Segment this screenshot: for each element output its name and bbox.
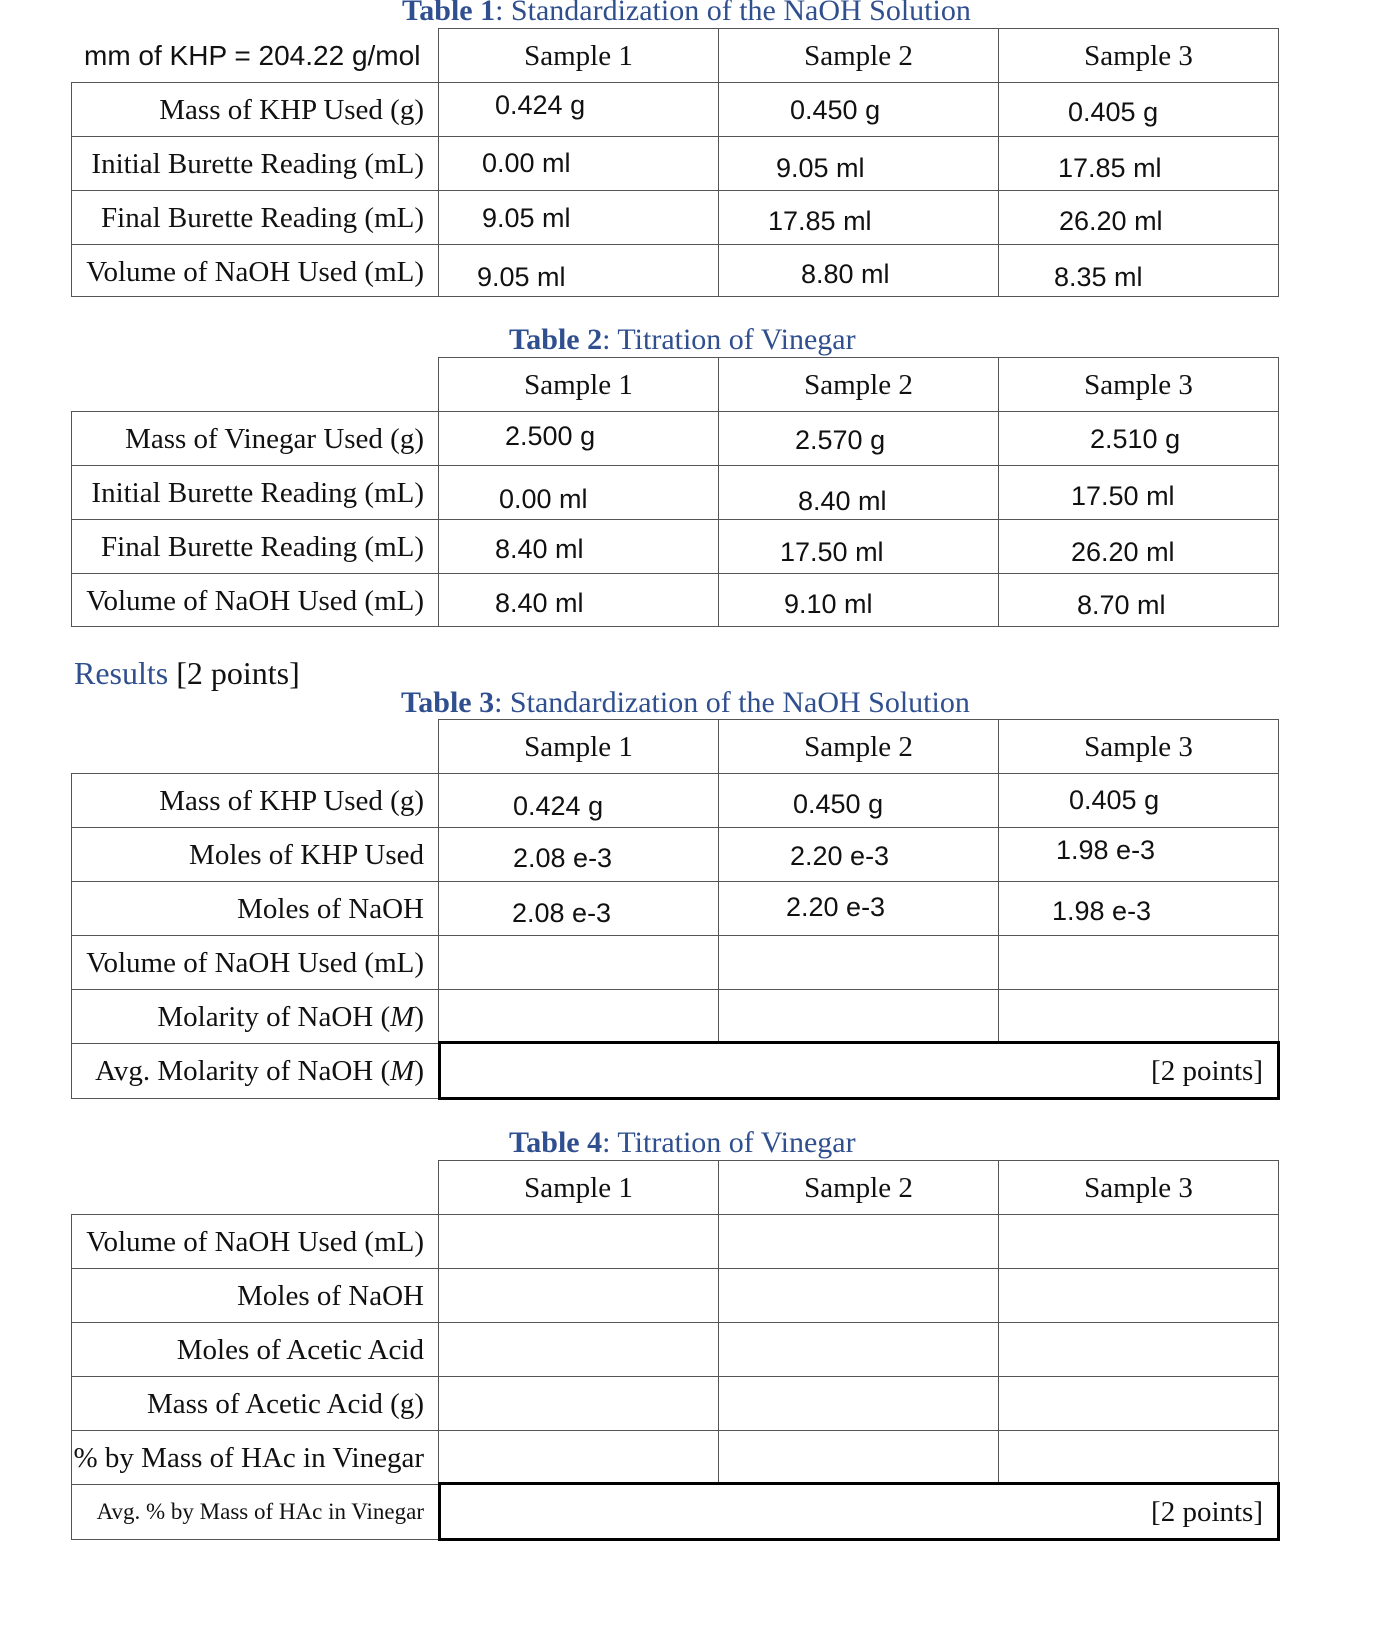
table2-header-sample1: Sample 1 (438, 357, 719, 412)
moles-acetic-acid-sample1-field[interactable] (438, 1322, 719, 1377)
moles-naoh-sample2-field[interactable] (718, 1268, 999, 1323)
table2-value: 8.40 ml (495, 534, 584, 564)
table3-value: 1.98 e-3 (1052, 896, 1152, 926)
volume-naoh-sample3-field[interactable] (998, 935, 1279, 990)
results-heading (74, 655, 300, 692)
volume-naoh-vinegar-sample3-field[interactable] (998, 1214, 1279, 1269)
avg-molarity-field[interactable] (438, 1041, 1280, 1100)
table1-cell (438, 190, 719, 245)
mass-acetic-acid-sample1-field[interactable] (438, 1376, 719, 1431)
molarity-naoh-sample1-field[interactable] (438, 989, 719, 1044)
table4-row-label: Moles of Acetic Acid (71, 1322, 439, 1377)
table3-value: 2.08 e-3 (513, 843, 613, 873)
table1-value: 0.450 g (790, 95, 881, 125)
table2-row-label: Volume of NaOH Used (mL) (71, 573, 439, 627)
volume-naoh-vinegar-sample2-field[interactable] (718, 1214, 999, 1269)
table4-avg-label: Avg. % by Mass of HAc in Vinegar (71, 1484, 439, 1540)
table3-header-sample1: Sample 1 (438, 719, 719, 774)
table1-header-sample2: Sample 2 (718, 28, 999, 83)
avg-percent-hac-points: [2 points] (1151, 1496, 1263, 1528)
table1-caption-title: : Standardization of the NaOH Solution (495, 0, 971, 27)
mass-acetic-acid-sample3-field[interactable] (998, 1376, 1279, 1431)
results-title: Results (74, 655, 169, 691)
table3-avg-label: Avg. Molarity of NaOH (M) (71, 1043, 439, 1099)
table4-row-label: % by Mass of HAc in Vinegar (71, 1430, 439, 1485)
table2-value: 17.50 ml (780, 537, 884, 567)
table4-row-label: Moles of NaOH (71, 1268, 439, 1323)
table3-header-sample2: Sample 2 (718, 719, 999, 774)
table2-row-label: Mass of Vinegar Used (g) (71, 411, 439, 466)
table1-row-label: Volume of NaOH Used (mL) (71, 244, 439, 297)
table2-value: 8.40 ml (495, 588, 584, 618)
table4-header-sample3: Sample 3 (998, 1160, 1279, 1215)
table2-caption (509, 323, 856, 357)
table3-value: 2.20 e-3 (790, 841, 890, 871)
table1-cell (438, 136, 719, 191)
moles-acetic-acid-sample3-field[interactable] (998, 1322, 1279, 1377)
table4-header-sample1: Sample 1 (438, 1160, 719, 1215)
table2-value: 9.10 ml (784, 589, 873, 619)
table3-header-sample3: Sample 3 (998, 719, 1279, 774)
table3-caption-number: Table 3 (401, 686, 495, 719)
table2-caption-title: : Titration of Vinegar (602, 323, 856, 356)
mass-acetic-acid-sample2-field[interactable] (718, 1376, 999, 1431)
table1-header-sample1: Sample 1 (438, 28, 719, 83)
table1-value: 8.35 ml (1054, 262, 1143, 292)
moles-naoh-sample3-field[interactable] (998, 1268, 1279, 1323)
table3-row-label: Molarity of NaOH (M) (71, 989, 439, 1044)
table1-value: 9.05 ml (776, 153, 865, 183)
table2-value: 26.20 ml (1071, 537, 1175, 567)
table3-caption-title: : Standardization of the NaOH Solution (494, 686, 970, 719)
table4-row-label: Mass of Acetic Acid (g) (71, 1376, 439, 1431)
percent-hac-sample3-field[interactable] (998, 1430, 1279, 1485)
moles-naoh-sample1-field[interactable] (438, 1268, 719, 1323)
table2-value: 0.00 ml (499, 484, 588, 514)
table3-value: 0.450 g (793, 789, 884, 819)
table1-header-sample3: Sample 3 (998, 28, 1279, 83)
table2-value: 8.40 ml (798, 486, 887, 516)
table1-row-label: Final Burette Reading (mL) (71, 190, 439, 245)
table4-header-sample2: Sample 2 (718, 1160, 999, 1215)
table1-row-label: Mass of KHP Used (g) (71, 82, 439, 137)
avg-molarity-points: [2 points] (1151, 1055, 1263, 1087)
moles-acetic-acid-sample2-field[interactable] (718, 1322, 999, 1377)
table1-value: 0.405 g (1068, 97, 1159, 127)
volume-naoh-sample2-field[interactable] (718, 935, 999, 990)
table2-caption-number: Table 2 (509, 323, 603, 356)
volume-naoh-sample1-field[interactable] (438, 935, 719, 990)
table3-value: 0.405 g (1069, 785, 1160, 815)
table1-value: 0.424 g (495, 90, 586, 120)
volume-naoh-vinegar-sample1-field[interactable] (438, 1214, 719, 1269)
table1-row-label: Initial Burette Reading (mL) (71, 136, 439, 191)
table2-value: 17.50 ml (1071, 481, 1175, 511)
table1-value: 17.85 ml (1058, 153, 1162, 183)
molarity-naoh-sample3-field[interactable] (998, 989, 1279, 1044)
table4-caption-number: Table 4 (509, 1126, 603, 1159)
table3-value: 0.424 g (513, 791, 604, 821)
table4-row-label: Volume of NaOH Used (mL) (71, 1214, 439, 1269)
table1-value: 17.85 ml (768, 206, 872, 236)
molarity-naoh-sample2-field[interactable] (718, 989, 999, 1044)
table1-caption (402, 0, 971, 28)
table3-value: 1.98 e-3 (1056, 835, 1156, 865)
table1-value: 9.05 ml (482, 203, 571, 233)
results-points: [2 points] (176, 655, 300, 691)
percent-hac-sample1-field[interactable] (438, 1430, 719, 1485)
table4-caption (509, 1126, 856, 1160)
table2-value: 2.510 g (1090, 424, 1181, 454)
avg-percent-hac-field[interactable] (438, 1482, 1280, 1541)
table2-row-label: Initial Burette Reading (mL) (71, 465, 439, 520)
table2-header-sample2: Sample 2 (718, 357, 999, 412)
table3-value: 2.08 e-3 (512, 898, 612, 928)
table1-value: 8.80 ml (801, 259, 890, 289)
percent-hac-sample2-field[interactable] (718, 1430, 999, 1485)
table1-caption-number: Table 1 (402, 0, 496, 27)
table3-caption (401, 686, 970, 720)
table1-value: 26.20 ml (1059, 206, 1163, 236)
table2-header-sample3: Sample 3 (998, 357, 1279, 412)
table2-value: 8.70 ml (1077, 590, 1166, 620)
table1-value: 0.00 ml (482, 148, 571, 178)
table1-value: 9.05 ml (477, 262, 566, 292)
table2-row-label: Final Burette Reading (mL) (71, 519, 439, 574)
table3-value: 2.20 e-3 (786, 892, 886, 922)
molar-mass-note: mm of KHP = 204.22 g/mol (84, 40, 421, 71)
table3-row-label: Moles of KHP Used (71, 827, 439, 882)
table3-row-label: Volume of NaOH Used (mL) (71, 935, 439, 990)
table3-row-label: Moles of NaOH (71, 881, 439, 936)
table4-caption-title: : Titration of Vinegar (602, 1126, 856, 1159)
table3-row-label: Mass of KHP Used (g) (71, 773, 439, 828)
table2-value: 2.570 g (795, 425, 886, 455)
table2-value: 2.500 g (505, 421, 596, 451)
